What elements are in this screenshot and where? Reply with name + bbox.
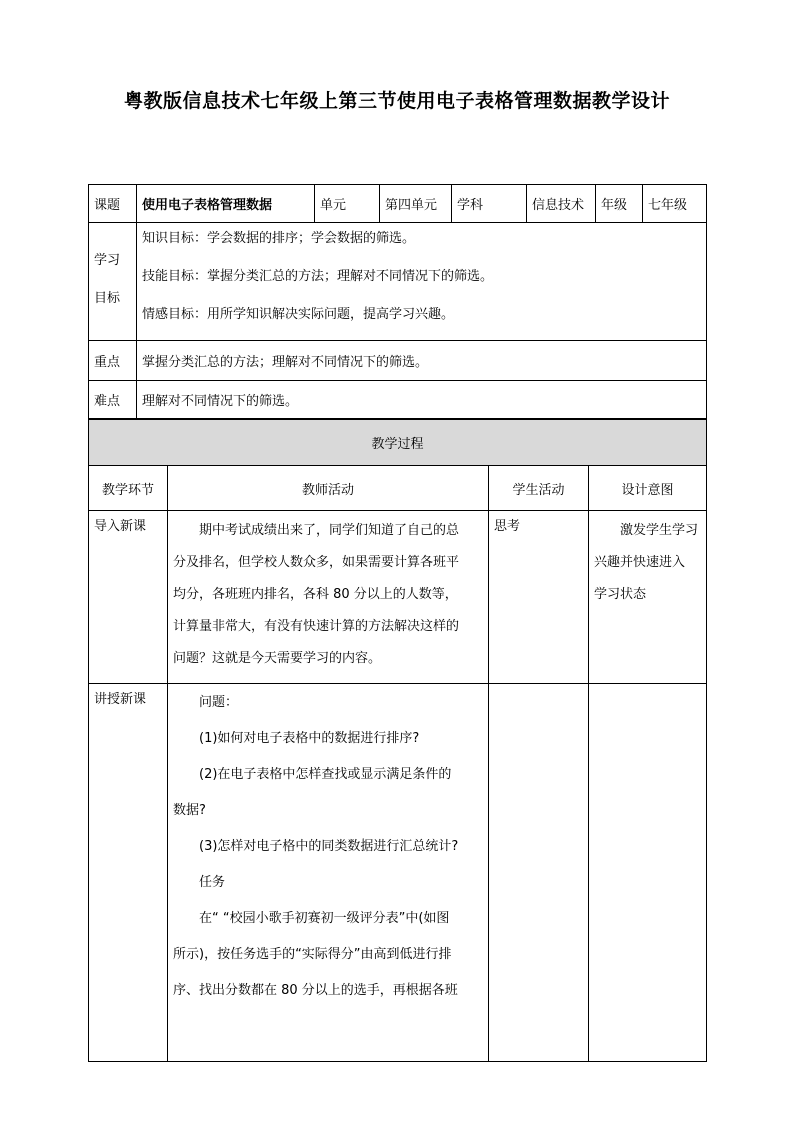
- goals-content: [137, 223, 707, 341]
- goals-label: [89, 223, 137, 341]
- intro-design-line: 激发学生学习: [620, 523, 699, 538]
- intro-teacher-lines: [173, 511, 483, 675]
- intro-design-lines: [594, 511, 701, 611]
- page-title: 粤教版信息技术七年级上第三节使用电子表格管理数据教学设计: [123, 90, 670, 112]
- key-point-text: 掌握分类汇总的方法；理解对不同情况下的筛选。: [137, 341, 707, 381]
- lecture-design: [589, 684, 707, 1062]
- intro-design-line: 学习状态: [594, 587, 647, 602]
- lecture-teacher-line: 序、找出分数都在 80 分以上的选手，再根据各班: [173, 983, 458, 998]
- intro-teacher: [168, 511, 489, 684]
- grade-label: 年级: [596, 185, 643, 223]
- info-table: [88, 184, 707, 419]
- subject-value: 信息技术: [527, 185, 596, 223]
- key-point-label: 重点: [89, 341, 137, 381]
- lecture-teacher-line: 在“ “校园小歌手初赛初一级评分表”中(如图: [199, 911, 450, 926]
- intro-design-line: 兴趣并快速进入: [594, 555, 686, 570]
- difficulty-text: 理解对不同情况下的筛选。: [137, 381, 707, 419]
- lecture-teacher-lines: [173, 684, 483, 1006]
- lecture-teacher-line: (1)如何对电子表格中的数据进行排序?: [199, 731, 420, 746]
- col-design: 设计意图: [589, 466, 707, 511]
- goal-knowledge: 知识目标：学会数据的排序；学会数据的筛选。: [142, 231, 416, 246]
- process-header: 教学过程: [89, 420, 707, 466]
- lecture-stage: 讲授新课: [89, 684, 168, 1062]
- unit-label: 单元: [315, 185, 380, 223]
- intro-teacher-line: 计算量非常大，有没有快速计算的方法解决这样的: [173, 619, 460, 634]
- topic-label: 课题: [89, 185, 137, 223]
- lecture-teacher-line: (2)在电子表格中怎样查找或显示满足条件的: [199, 767, 452, 782]
- lecture-teacher-line: 所示)，按任务选手的“实际得分”由高到低进行排: [173, 947, 452, 962]
- col-teacher: 教师活动: [168, 466, 489, 511]
- intro-design: [589, 511, 707, 684]
- goals-label-line2: 目标: [94, 291, 121, 306]
- unit-value: 第四单元: [380, 185, 452, 223]
- goal-emotion: 情感目标：用所学知识解决实际问题，提高学习兴趣。: [142, 307, 455, 322]
- col-student: 学生活动: [489, 466, 589, 511]
- lecture-teacher-line: 数据?: [173, 803, 206, 818]
- intro-stage: 导入新课: [89, 511, 168, 684]
- lecture-teacher-line: 问题：: [199, 695, 239, 710]
- process-table: [88, 419, 707, 1062]
- intro-teacher-line: 均分，各班班内排名，各科 80 分以上的人数等，: [173, 587, 458, 602]
- lecture-teacher: [168, 684, 489, 1062]
- lecture-teacher-line: (3)怎样对电子格中的同类数据进行汇总统计?: [199, 839, 459, 854]
- col-stage: 教学环节: [89, 466, 168, 511]
- topic-value: 使用电子表格管理数据: [137, 185, 315, 223]
- difficulty-label: 难点: [89, 381, 137, 419]
- intro-teacher-line: 问题？这就是今天需要学习的内容。: [173, 651, 382, 666]
- subject-label: 学科: [452, 185, 527, 223]
- goals-label-line1: 学习: [94, 253, 121, 268]
- lecture-teacher-line: 任务: [199, 875, 226, 890]
- goal-skill: 技能目标：掌握分类汇总的方法；理解对不同情况下的筛选。: [142, 269, 494, 284]
- intro-student: 思考: [489, 511, 589, 684]
- lecture-student: [489, 684, 589, 1062]
- intro-teacher-line: 分及排名，但学校人数众多，如果需要计算各班平: [173, 555, 460, 570]
- intro-teacher-line: 期中考试成绩出来了，同学们知道了自己的总: [199, 523, 460, 538]
- grade-value: 七年级: [643, 185, 707, 223]
